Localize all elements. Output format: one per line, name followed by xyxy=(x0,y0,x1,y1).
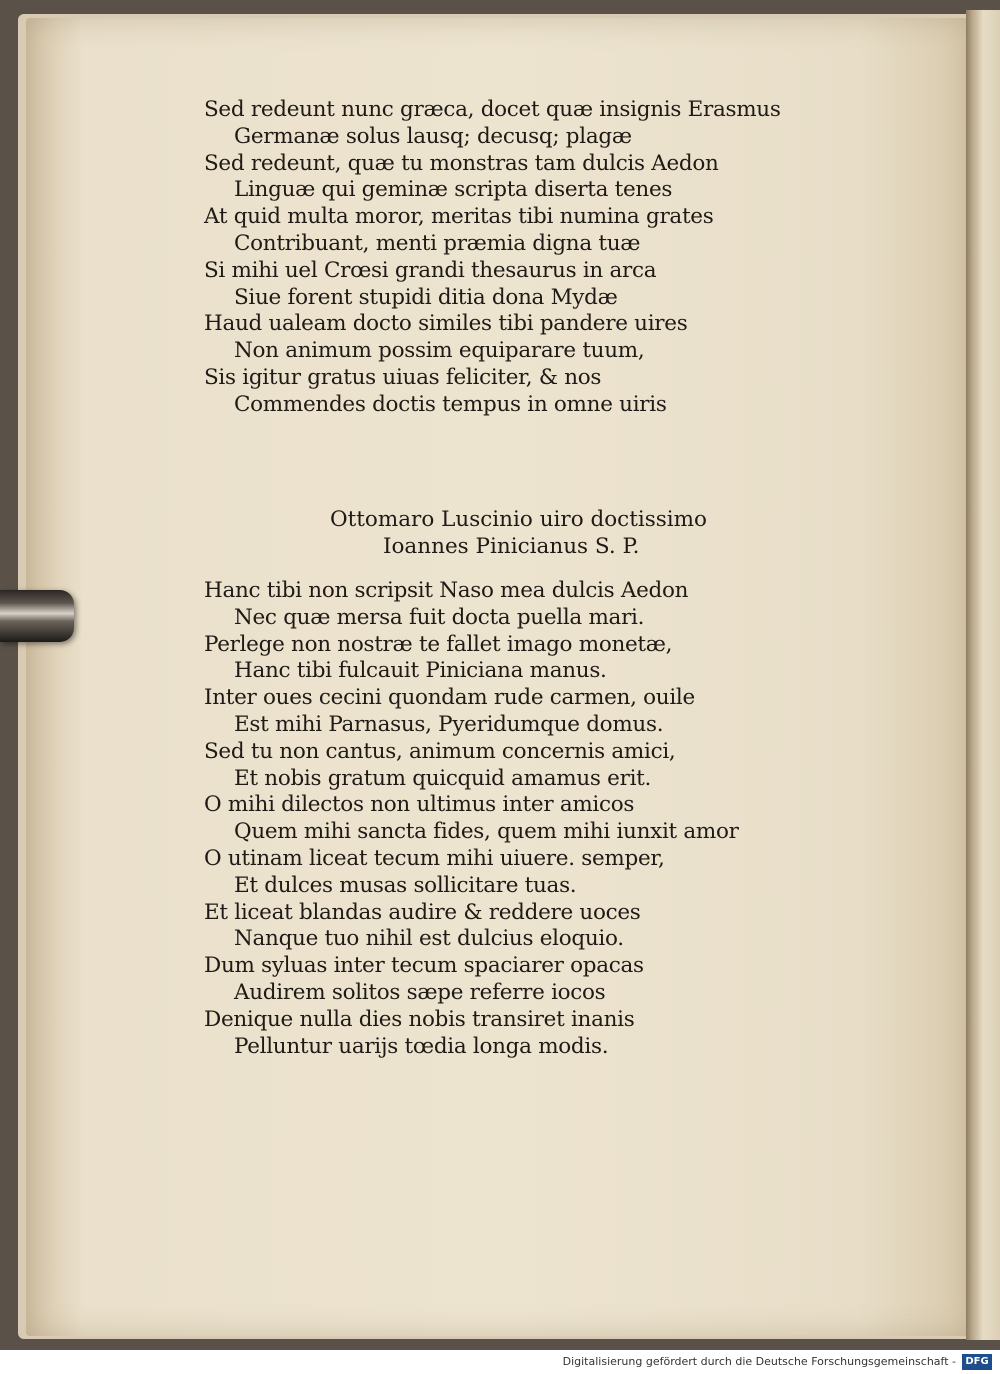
heading-author: Ioannes Pinicianus S. P. xyxy=(383,534,640,559)
verse-line: Sed redeunt, quæ tu monstras tam dulcis Aedon xyxy=(204,150,719,176)
page-clip xyxy=(0,590,74,642)
verse-line: O mihi dilectos non ultimus inter amicos xyxy=(204,792,635,818)
verse-line: Denique nulla dies nobis transiret inanis xyxy=(204,1006,635,1032)
verse-line: Et nobis gratum quicquid amamus erit. xyxy=(234,765,652,791)
verse-line: Sed redeunt nunc græca, docet quæ insignis Erasmus xyxy=(204,97,781,122)
verse-line: Siue forent stupidi ditia dona Mydæ xyxy=(234,284,618,310)
verse-line: Et dulces musas sollicitare tuas. xyxy=(234,872,577,898)
dfg-logo: DFG xyxy=(962,1354,992,1370)
verse-line: Commendes doctis tempus in omne uiris xyxy=(234,391,667,417)
verse-line: Et liceat blandas audire & reddere uoces xyxy=(204,899,641,925)
funding-credit: Digitalisierung gefördert durch die Deutsche Forschungsgemeinschaft - xyxy=(562,1355,956,1368)
verse-line: Sis igitur gratus uiuas feliciter, & nos xyxy=(204,364,602,390)
verse-line: Inter oues cecini quondam rude carmen, ouile xyxy=(204,685,695,711)
verse-line: Est mihi Parnasus, Pyeridumque domus. xyxy=(234,711,664,737)
verse-line: Perlege non nostræ te fallet imago monetæ, xyxy=(204,631,673,657)
facing-page-edge xyxy=(972,10,1000,1340)
verse-line: Contribuant, menti præmia digna tuæ xyxy=(234,230,641,256)
heading-addressee: Ottomaro Luscinio uiro doctissimo xyxy=(330,507,708,532)
verse-line: Germanæ solus lausq; decusq; plagæ xyxy=(234,123,632,149)
verse-line: Si mihi uel Crœsi grandi thesaurus in arca xyxy=(204,257,657,283)
poem-one xyxy=(200,97,820,419)
poem-two xyxy=(200,578,820,1060)
verse-line: Linguæ qui geminæ scripta diserta tenes xyxy=(234,177,673,203)
footer-bar xyxy=(0,1350,1000,1374)
verse-line: Audirem solitos sæpe referre iocos xyxy=(234,979,606,1005)
verse-line: Pelluntur uarijs tœdia longa modis. xyxy=(234,1033,609,1059)
verse-line: Haud ualeam docto similes tibi pandere uires xyxy=(204,311,688,337)
verse-line: Sed tu non cantus, animum concernis amici, xyxy=(204,738,676,764)
verse-line: Non animum possim equiparare tuum, xyxy=(234,338,645,364)
verse-line: Dum syluas inter tecum spaciarer opacas xyxy=(204,953,644,979)
verse-line: Nec quæ mersa fuit docta puella mari. xyxy=(234,604,645,630)
verse-line: Hanc tibi non scripsit Naso mea dulcis Aedon xyxy=(204,578,689,603)
dedication-heading xyxy=(200,506,880,560)
verse-line: At quid multa moror, meritas tibi numina grates xyxy=(204,204,714,230)
verse-line: O utinam liceat tecum mihi uiuere. semper, xyxy=(204,845,665,871)
verse-line: Nanque tuo nihil est dulcius eloquio. xyxy=(234,926,624,952)
verse-line: Hanc tibi fulcauit Piniciana manus. xyxy=(234,658,607,684)
verse-line: Quem mihi sancta fides, quem mihi iunxit amor xyxy=(234,819,739,845)
